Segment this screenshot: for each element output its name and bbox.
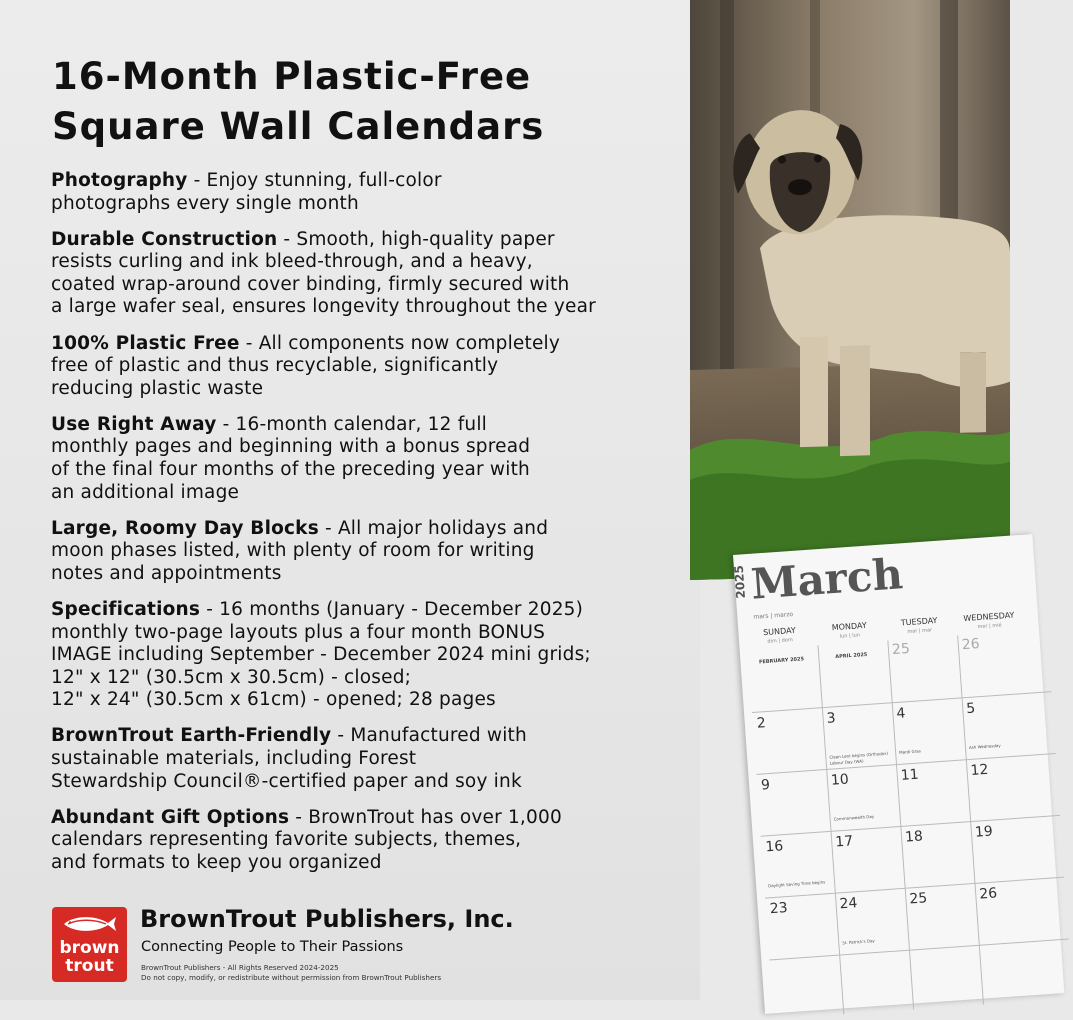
feature-text: calendars representing favorite subjects, themes, — [51, 829, 522, 851]
copyright-notice — [141, 963, 441, 983]
holiday-note: Commonwealth Day — [833, 813, 875, 822]
feature-text: - All major holidays and — [318, 517, 549, 539]
browntrout-logo — [52, 907, 127, 982]
feature-text: monthly pages and beginning with a bonus spread — [51, 436, 531, 458]
copyright-line-2: Do not copy, modify, or redistribute without permission from BrownTrout Publishers — [141, 973, 442, 982]
mastiff-illustration — [690, 0, 1010, 580]
feature-text: - Manufactured with — [331, 725, 527, 747]
date-cell: 3 — [826, 710, 837, 727]
feature-title: BrownTrout Earth-Friendly — [51, 725, 332, 747]
feature-title: Photography — [51, 170, 188, 191]
calendar-page — [733, 534, 1064, 1014]
feature-text: - 16-month calendar, 12 full — [216, 413, 488, 435]
feature-text: 12" x 12" (30.5cm x 30.5cm) - closed; — [51, 666, 412, 688]
feature-text: - Enjoy stunning, full-color — [187, 170, 442, 191]
feature-text: an additional image — [51, 481, 240, 503]
headline-line-1: 16-Month Plastic-Free — [52, 55, 532, 98]
feature-text: of the final four months of the preceding year with — [51, 459, 530, 481]
date-cell: 10 — [830, 771, 850, 789]
feature-text: - 16 months (January - December 2025) — [200, 599, 584, 620]
company-name: BrownTrout Publishers, Inc. — [140, 905, 514, 933]
brand-block — [52, 907, 692, 997]
feature-text: resists curling and ink bleed-through, and a heavy, — [51, 251, 533, 273]
feature-text: - Smooth, high-quality paper — [277, 228, 555, 250]
feature-text: notes and appointments — [51, 562, 282, 584]
mini-calendar-february — [750, 656, 812, 667]
logo-word-trout: trout — [65, 956, 114, 976]
day-sub-monday: lun | lun — [839, 632, 861, 640]
date-cell: 16 — [764, 838, 784, 856]
feature-item — [51, 333, 691, 401]
holiday-note: Ash Wednesday — [968, 742, 1001, 751]
day-sub-wednesday: mer | mié — [977, 622, 1002, 631]
holiday-note: Clean Lent begins (Orthodox) — [829, 750, 889, 760]
date-cell: 23 — [769, 900, 789, 918]
feature-text: 12" x 24" (30.5cm x 61cm) - opened; 28 pages — [51, 689, 496, 711]
feature-item — [51, 725, 691, 793]
mini-feb-title: FEBRUARY 2025 — [758, 656, 805, 666]
feature-text: - BrownTrout has over 1,000 — [289, 806, 562, 828]
date-cell: 26 — [961, 636, 981, 654]
feature-title: Abundant Gift Options — [51, 806, 290, 828]
mini-apr-title: APRIL 2025 — [835, 651, 868, 661]
feature-text: photographs every single month — [51, 192, 359, 214]
feature-title: Durable Construction — [51, 228, 278, 250]
date-cell: 24 — [839, 895, 858, 913]
day-sub-tuesday: mar | mar — [907, 627, 933, 636]
feature-item — [51, 229, 691, 319]
holiday-note: Daylight Saving Time begins — [767, 879, 826, 889]
headline-line-2: Square Wall Calendars — [52, 105, 545, 148]
feature-text: moon phases listed, with plenty of room for writing — [51, 540, 535, 562]
date-cell: 17 — [834, 833, 854, 851]
headline — [52, 52, 544, 152]
feature-text: - All components now completely — [239, 332, 561, 354]
feature-item — [51, 170, 691, 215]
feature-text: and formats to keep you organized — [51, 851, 382, 873]
day-sub-sunday: dim | dom — [767, 637, 793, 645]
feature-text: sustainable materials, including Forest — [51, 748, 417, 770]
feature-text: free of plastic and thus recyclable, significantly — [51, 355, 499, 377]
feature-text: IMAGE including September - December 2024 mini grids; — [51, 644, 591, 666]
calendar-year: 2025 — [731, 564, 749, 600]
feature-list — [51, 170, 691, 888]
date-cell: 4 — [895, 705, 906, 722]
feature-text: monthly two-page layouts plus a four month BONUS — [51, 621, 546, 643]
copyright-line-1: BrownTrout Publishers - All Rights Reserved 2024-2025 — [141, 963, 339, 972]
holiday-note: Labour Day (WA) — [829, 758, 864, 766]
holiday-note: St. Patrick's Day — [842, 938, 875, 946]
date-cell: 12 — [970, 761, 989, 779]
feature-text: reducing plastic waste — [51, 377, 264, 399]
calendar-month: March — [749, 549, 905, 609]
dog-photo — [690, 0, 1000, 565]
feature-text: Stewardship Council®-certified paper and soy ink — [51, 770, 522, 792]
trout-icon — [60, 913, 118, 935]
feature-title: Large, Roomy Day Blocks — [51, 517, 319, 539]
date-cell: 2 — [756, 715, 767, 732]
day-header-sunday: SUNDAY — [762, 625, 797, 638]
feature-item — [51, 414, 691, 504]
date-cell: 5 — [965, 700, 976, 718]
feature-item — [51, 807, 691, 875]
feature-text: coated wrap-around cover binding, firmly secured with — [51, 273, 570, 295]
mini-calendar-april — [820, 651, 882, 662]
date-cell: 11 — [900, 766, 920, 784]
feature-item — [51, 518, 691, 586]
day-header-wednesday: WEDNESDAY — [963, 610, 1015, 624]
tagline: Connecting People to Their Passions — [141, 939, 404, 955]
feature-item — [51, 599, 691, 712]
calendar-month-translation: mars | marzo — [753, 610, 794, 621]
grid-line — [769, 939, 1068, 961]
date-cell: 19 — [974, 823, 994, 841]
day-header-tuesday: TUESDAY — [900, 615, 938, 628]
logo-word-brown: brown — [59, 938, 120, 958]
calendar-grid — [748, 629, 1073, 1019]
feature-title: 100% Plastic Free — [51, 332, 240, 354]
date-cell: 25 — [908, 890, 928, 908]
date-cell: 25 — [891, 640, 911, 659]
holiday-note: Mardi Gras — [898, 748, 921, 755]
date-cell: 9 — [760, 776, 771, 794]
feature-text: a large wafer seal, ensures longevity throughout the year — [51, 296, 596, 318]
day-header-monday: MONDAY — [831, 620, 868, 633]
date-cell: 26 — [978, 885, 998, 903]
feature-title: Use Right Away — [51, 413, 217, 435]
date-cell: 18 — [904, 828, 924, 846]
feature-title: Specifications — [51, 599, 201, 620]
